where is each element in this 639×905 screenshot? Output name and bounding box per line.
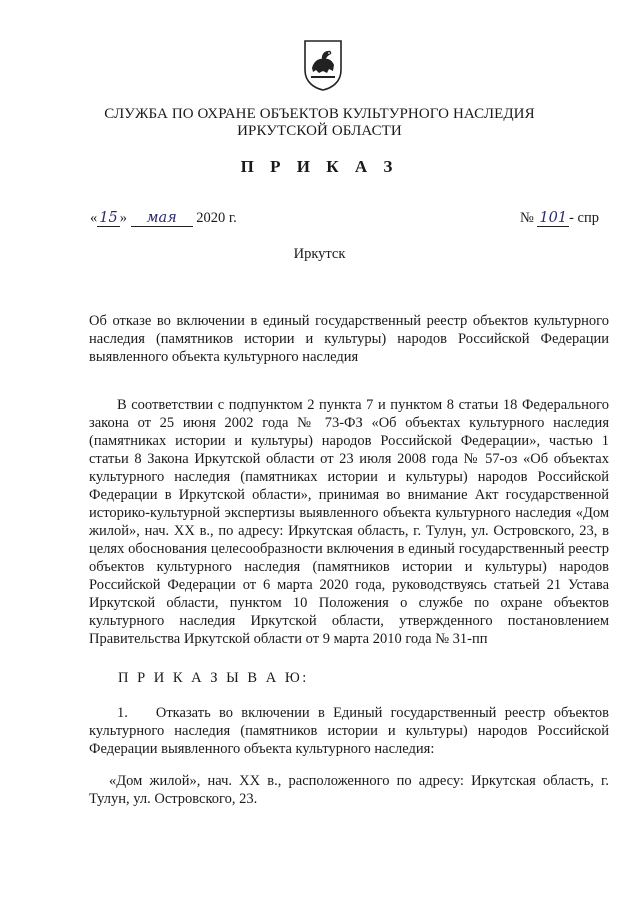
- date-open-quote: «: [90, 210, 98, 226]
- number-value: 101: [539, 210, 568, 226]
- object-text: «Дом жилой», нач. XX в., расположенного по адресу: Иркутская область, г. Тулун, ул. Островского, 23.: [89, 773, 609, 807]
- number-prefix: №: [519, 210, 534, 226]
- organization-name-line2: ИРКУТСКОЙ ОБЛАСТИ: [237, 123, 402, 139]
- date-day: 15: [99, 210, 118, 226]
- number-suffix: - спр: [569, 210, 599, 226]
- object-description: [89, 772, 609, 808]
- organization-name-line1: СЛУЖБА ПО ОХРАНЕ ОБЪЕКТОВ КУЛЬТУРНОГО НАСЛЕДИЯ: [104, 106, 535, 122]
- order-item-1: [89, 704, 609, 758]
- document-title: П Р И К А З: [240, 157, 399, 176]
- city-name: Иркутск: [293, 246, 346, 262]
- coat-of-arms-icon: [302, 38, 344, 92]
- date-year: 2020 г.: [196, 210, 237, 226]
- date-close-quote: »: [119, 210, 127, 226]
- date-month: мая: [131, 210, 193, 227]
- preamble-paragraph: [89, 396, 609, 648]
- order-heading: П Р И К А З Ы В А Ю:: [118, 670, 309, 686]
- preamble-text: В соответствии с подпунктом 2 пункта 7 и пунктом 8 статьи 18 Федерального закона от 25 июня 2002 года № 73-ФЗ «Об объектах культурного наследия (памятниках истории и культуры) народов Российской Федерации», частью 1 статьи 8 Закона Иркутской области от 23 июля 2008 года № 57-оз «Об объектах культурного наследия (памятниках истории и культуры) народов Российской Федерации в Иркутской области», принимая во внимание Акт государственной историко-культурной экспертизы выявленного объекта культурного наследия «Дом жилой», нач. XX в., по адресу: Иркутская область, г. Тулун, ул. Островского, 23, в целях обоснования целесообразности включения в единый государственный реестр объектов культурного наследия (памятников истории и культуры) народов Российской Федерации от 6 марта 2020 года, руководствуясь статьей 21 Устава Иркутской области, пунктом 10 Положения о службе по охране объектов культурного наследия Иркутской области, утвержденного постановлением Правительства Иркутской области от 9 марта 2010 года № 31-пп: [89, 397, 609, 647]
- document-date: [90, 210, 237, 227]
- item-text: Отказать во включении в Единый государственный реестр объектов культурного наследия (памятников истории и культуры) народов Российской Федерации выявленного объекта культурного наследия:: [89, 705, 609, 757]
- document-subject: Об отказе во включении в единый государственный реестр объектов культурного наследия (памятников истории и культуры) народов Российской Федерации выявленного объекта культурного наследия: [89, 313, 609, 365]
- document-number: [520, 210, 599, 227]
- item-number: 1.: [117, 705, 128, 721]
